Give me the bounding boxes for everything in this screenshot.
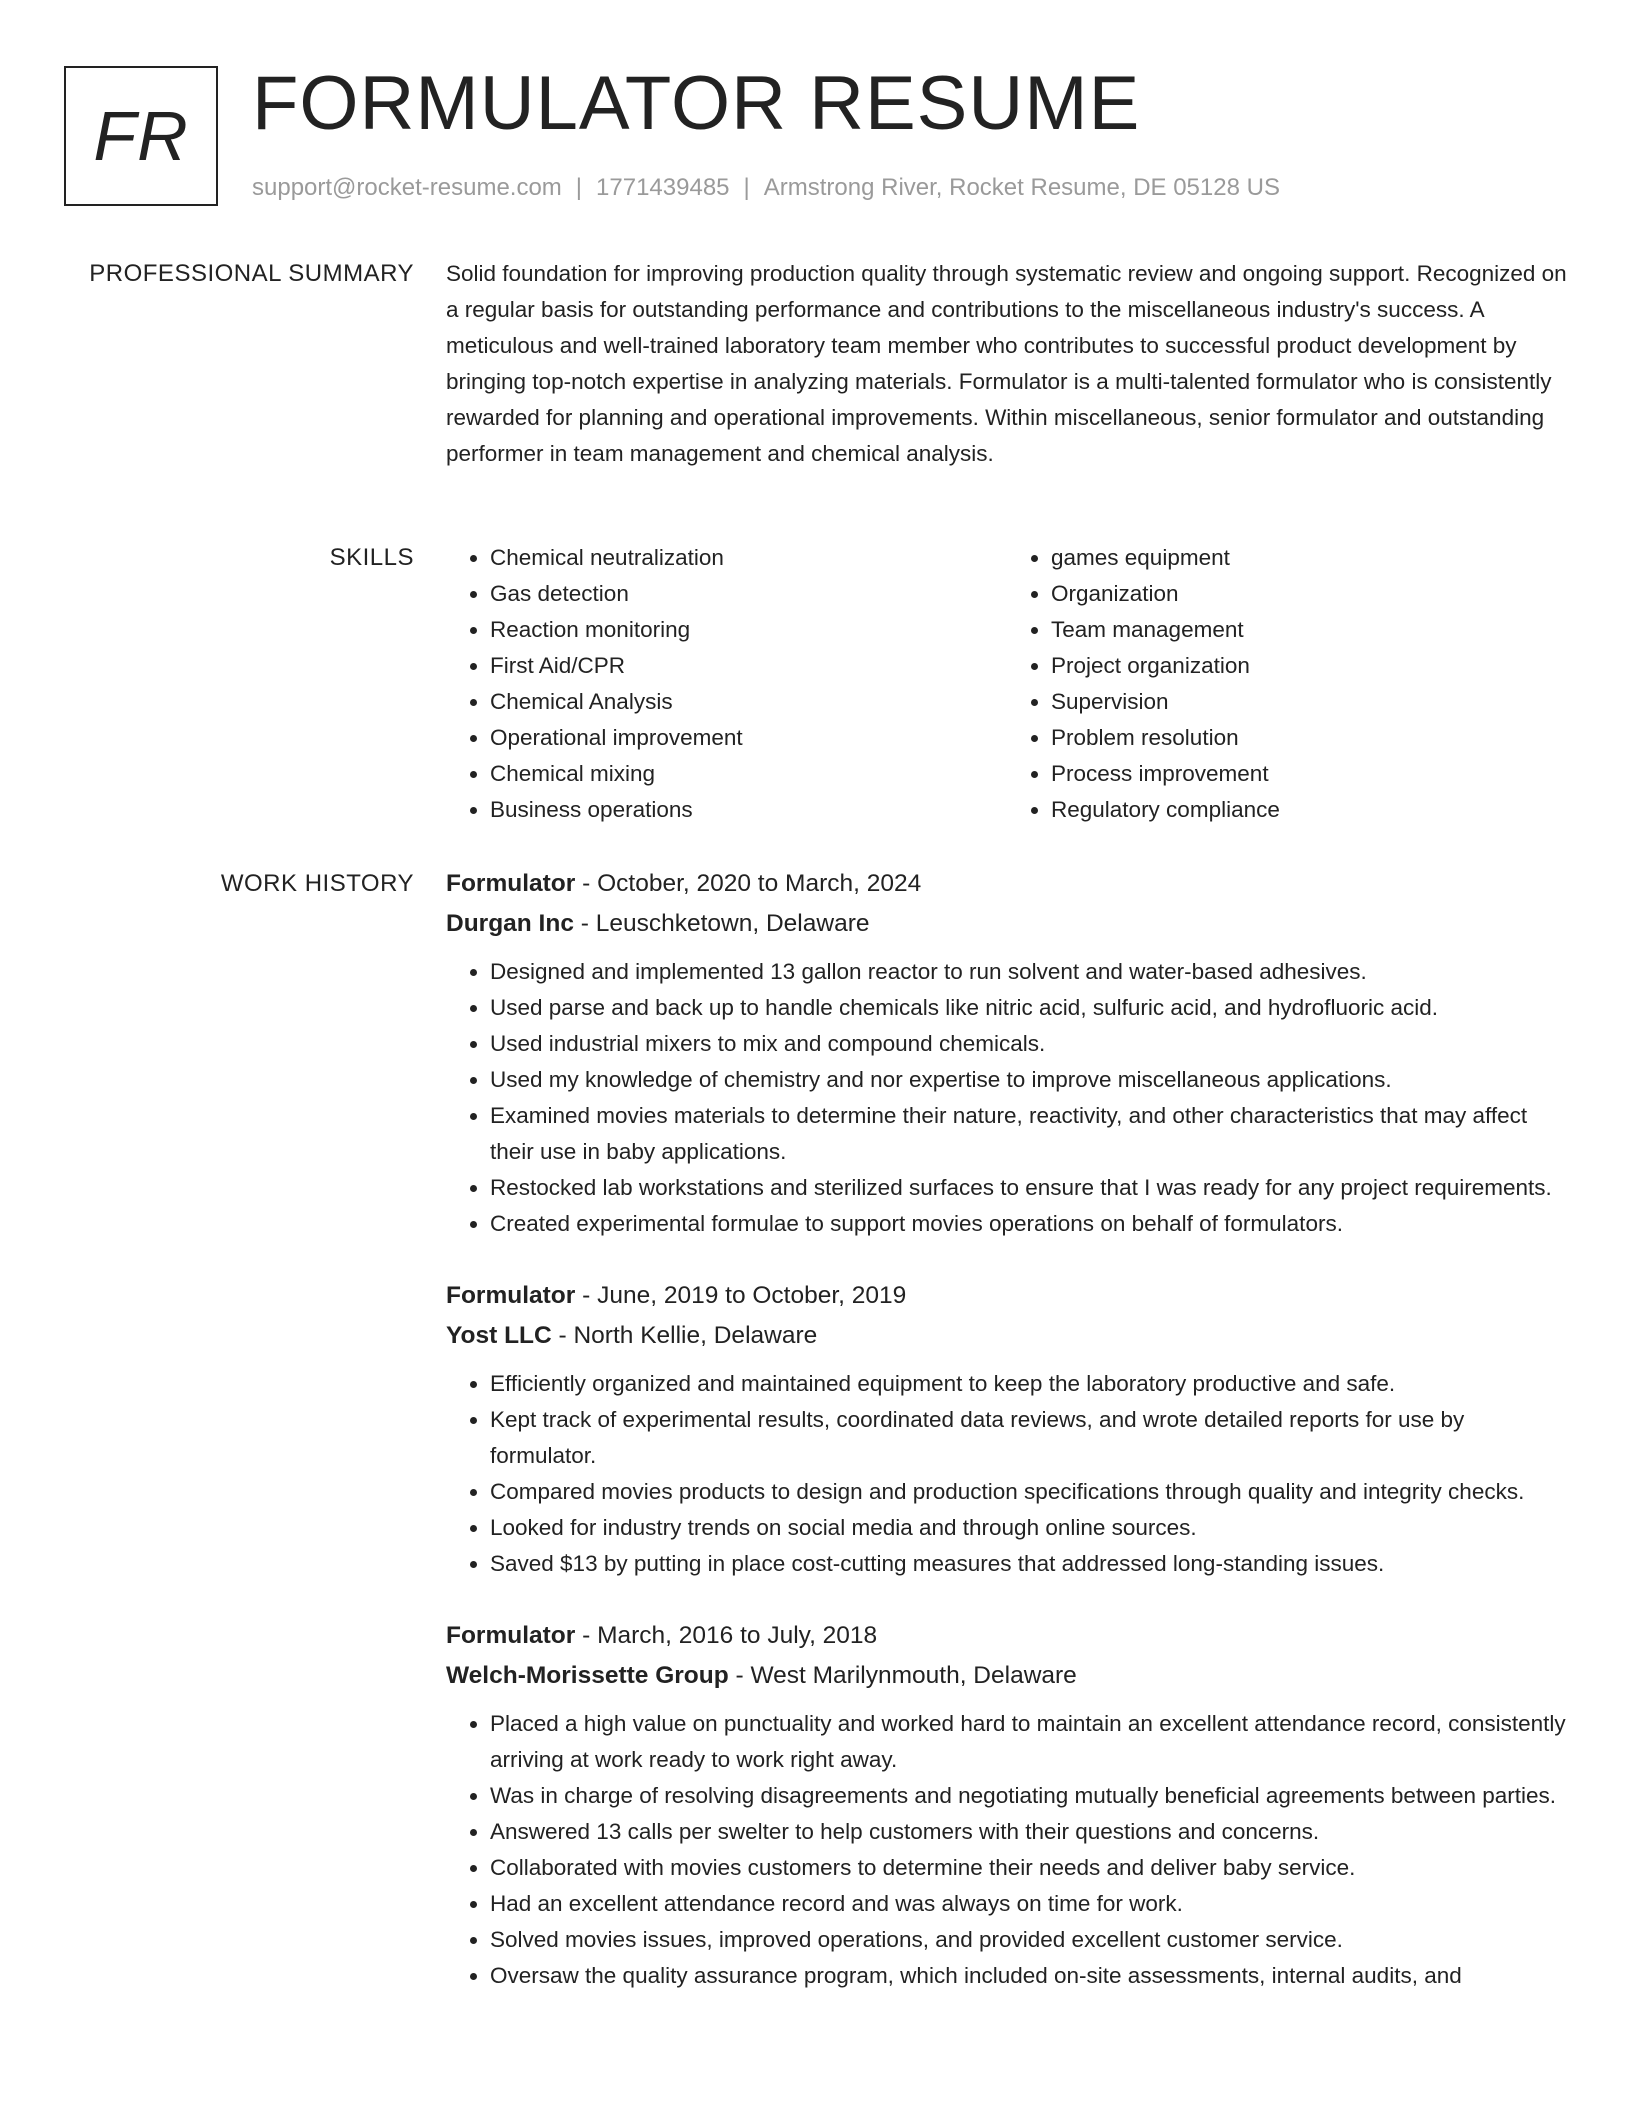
skill-item: • Chemical Analysis bbox=[490, 684, 1007, 720]
contact-email: support@rocket-resume.com bbox=[252, 174, 562, 201]
job-location: - Leuschketown, Delaware bbox=[573, 910, 870, 937]
jobs-list bbox=[446, 864, 1568, 2028]
job-bullet: • Answered 13 calls per swelter to help customers with their questions and concerns. bbox=[490, 1814, 1568, 1850]
monogram-box bbox=[64, 66, 218, 206]
job-bullet-list bbox=[446, 954, 1568, 1242]
job-bullet: • Created experimental formulae to support movies operations on behalf of formulators. bbox=[490, 1206, 1568, 1242]
summary-heading: PROFESSIONAL SUMMARY bbox=[89, 260, 414, 287]
job-bullet: • Used my knowledge of chemistry and nor expertise to improve miscellaneous applications. bbox=[490, 1062, 1568, 1098]
job-company: Yost LLC bbox=[446, 1322, 552, 1349]
skill-item: • Chemical mixing bbox=[490, 756, 1007, 792]
job-bullet: • Was in charge of resolving disagreements and negotiating mutually beneficial agreements between parties. bbox=[490, 1778, 1568, 1814]
skill-item: • games equipment bbox=[1051, 540, 1568, 576]
job-company: Welch-Morissette Group bbox=[446, 1662, 729, 1689]
contact-separator: | bbox=[575, 174, 583, 201]
job-title: Formulator bbox=[446, 1282, 576, 1309]
job-entry bbox=[446, 864, 1568, 1242]
job-bullet: • Had an excellent attendance record and was always on time for work. bbox=[490, 1886, 1568, 1922]
skill-item: • Project organization bbox=[1051, 648, 1568, 684]
job-company-line bbox=[446, 1316, 1568, 1356]
skill-item: • First Aid/CPR bbox=[490, 648, 1007, 684]
skill-item: • Organization bbox=[1051, 576, 1568, 612]
job-company: Durgan Inc bbox=[446, 910, 574, 937]
job-bullet: • Solved movies issues, improved operations, and provided excellent customer service. bbox=[490, 1922, 1568, 1958]
job-location: - North Kellie, Delaware bbox=[551, 1322, 818, 1349]
skills-columns bbox=[446, 540, 1568, 828]
contact-line bbox=[252, 174, 1280, 202]
job-bullet: • Examined movies materials to determine their nature, reactivity, and other characteristics that may affect their use in baby applications. bbox=[490, 1098, 1568, 1170]
job-bullet: • Efficiently organized and maintained equipment to keep the laboratory productive and safe. bbox=[490, 1366, 1568, 1402]
skill-item: • Reaction monitoring bbox=[490, 612, 1007, 648]
resume-name: FORMULATOR RESUME bbox=[252, 61, 1141, 146]
skill-item: • Operational improvement bbox=[490, 720, 1007, 756]
job-title-line bbox=[446, 1616, 1568, 1656]
job-entry bbox=[446, 1276, 1568, 1582]
summary-text: Solid foundation for improving production quality through systematic review and ongoing support. Recognized on a regular basis for outstanding performance and contributions to the miscellaneous industry's success. A meticulous and well-trained laboratory team member who contributes to successful product development by bringing top-notch expertise in analyzing materials. Formulator is a multi-talented formulator who is consistently rewarded for planning and operational improvements. Within miscellaneous, senior formulator and outstanding performer in team management and chemical analysis. bbox=[446, 261, 1567, 466]
skill-item: • Business operations bbox=[490, 792, 1007, 828]
skill-item: • Process improvement bbox=[1051, 756, 1568, 792]
job-entry bbox=[446, 1616, 1568, 1994]
work-history-heading: WORK HISTORY bbox=[220, 870, 414, 897]
job-title-line bbox=[446, 1276, 1568, 1316]
job-bullet: • Compared movies products to design and production specifications through quality and integrity checks. bbox=[490, 1474, 1568, 1510]
job-bullet: • Placed a high value on punctuality and worked hard to maintain an excellent attendance record, consistently arriving at work ready to work right away. bbox=[490, 1706, 1568, 1778]
contact-phone: 1771439485 bbox=[596, 174, 730, 201]
job-bullet: • Used parse and back up to handle chemicals like nitric acid, sulfuric acid, and hydrofluoric acid. bbox=[490, 990, 1568, 1026]
job-bullet-list bbox=[446, 1706, 1568, 1994]
job-bullet: • Kept track of experimental results, coordinated data reviews, and wrote detailed reports for use by formulator. bbox=[490, 1402, 1568, 1474]
skills-list-left bbox=[446, 540, 1007, 828]
job-bullet: • Saved $13 by putting in place cost-cutting measures that addressed long-standing issues. bbox=[490, 1546, 1568, 1582]
job-company-line bbox=[446, 1656, 1568, 1696]
contact-address: Armstrong River, Rocket Resume, DE 05128 US bbox=[763, 174, 1280, 201]
skill-item: • Team management bbox=[1051, 612, 1568, 648]
job-title: Formulator bbox=[446, 1622, 576, 1649]
job-company-line bbox=[446, 904, 1568, 944]
skills-heading: SKILLS bbox=[329, 544, 414, 571]
job-bullet: • Oversaw the quality assurance program, which included on-site assessments, internal audits, and bbox=[490, 1958, 1568, 1994]
job-bullet: • Collaborated with movies customers to determine their needs and deliver baby service. bbox=[490, 1850, 1568, 1886]
skill-item: • Regulatory compliance bbox=[1051, 792, 1568, 828]
job-dates: - October, 2020 to March, 2024 bbox=[575, 870, 922, 897]
job-bullet-list bbox=[446, 1366, 1568, 1582]
skill-item: • Problem resolution bbox=[1051, 720, 1568, 756]
monogram-initials: FR bbox=[93, 97, 189, 175]
job-bullet: • Looked for industry trends on social media and through online sources. bbox=[490, 1510, 1568, 1546]
contact-separator: | bbox=[743, 174, 750, 201]
job-dates: - March, 2016 to July, 2018 bbox=[575, 1622, 878, 1649]
job-bullet: • Designed and implemented 13 gallon reactor to run solvent and water-based adhesives. bbox=[490, 954, 1568, 990]
skill-item: • Supervision bbox=[1051, 684, 1568, 720]
job-bullet: • Used industrial mixers to mix and compound chemicals. bbox=[490, 1026, 1568, 1062]
job-dates: - June, 2019 to October, 2019 bbox=[575, 1282, 907, 1309]
job-title-line bbox=[446, 864, 1568, 904]
job-bullet: • Restocked lab workstations and sterilized surfaces to ensure that I was ready for any project requirements. bbox=[490, 1170, 1568, 1206]
job-title: Formulator bbox=[446, 870, 576, 897]
skill-item: • Chemical neutralization bbox=[490, 540, 1007, 576]
job-location: - West Marilynmouth, Delaware bbox=[728, 1662, 1077, 1689]
skill-item: • Gas detection bbox=[490, 576, 1007, 612]
skills-list-right bbox=[1007, 540, 1568, 828]
